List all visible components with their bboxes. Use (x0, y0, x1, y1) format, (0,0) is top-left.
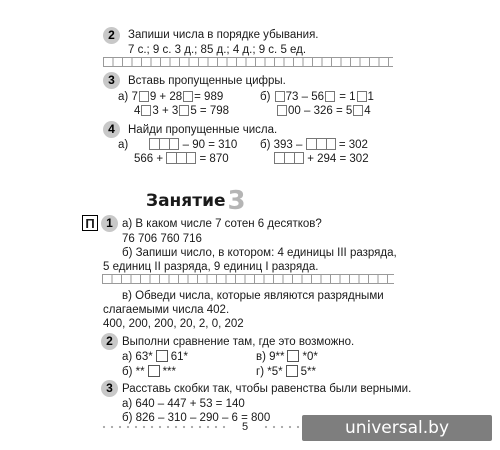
item-label: а) (118, 91, 129, 103)
task-number-badge: 1 (101, 215, 118, 232)
equation-b: б) 826 – 310 – 290 – 6 = 800 (122, 412, 271, 424)
equation-a: а) 640 – 447 + 53 = 140 (122, 398, 245, 410)
comparison-box[interactable] (156, 350, 168, 362)
digit-box[interactable] (275, 91, 285, 102)
task-title: Расставь скобки так, чтобы равенства были верными. (122, 383, 412, 395)
task-number-badge: 4 (103, 121, 120, 138)
comparison-v: в) 9** *0* (256, 351, 318, 363)
task-title: Найди пропущенные числа. (128, 124, 278, 136)
equation-a2: 4 3 + 3 5 = 798 (134, 105, 230, 117)
task-text: а) В каком числе 7 сотен 6 десятков? (122, 218, 322, 230)
watermark: universal.by (302, 415, 492, 441)
footer-dots-left (100, 425, 228, 429)
equation-b1: б) 73 – 56 = 1 1 (260, 91, 374, 103)
task-number-badge: 3 (103, 72, 120, 89)
task-values: 7 с.; 9 с. 3 д.; 85 д.; 4 д.; 9 с. 5 ед. (128, 44, 307, 56)
number-box[interactable] (166, 152, 196, 164)
comparison-box[interactable] (287, 350, 299, 362)
number-options: 400, 200, 200, 20, 2, 0, 202 (103, 318, 244, 330)
digit-box[interactable] (353, 105, 363, 116)
task-text: 5 единиц II разряда, 9 единиц I разряда. (103, 261, 319, 273)
comparison-g: г) *5* 5** (256, 366, 316, 378)
item-label: б) (260, 91, 271, 103)
page-number: 5 (242, 421, 249, 433)
comparison-box[interactable] (148, 365, 160, 377)
writing-grid[interactable] (103, 57, 393, 67)
footer-dots-right (262, 425, 302, 429)
digit-box[interactable] (277, 105, 287, 116)
comparison-box[interactable] (286, 365, 298, 377)
task-text: б) Запиши число, в котором: 4 единицы III разряда, (122, 247, 397, 259)
digit-box[interactable] (179, 105, 189, 116)
difficulty-mark-icon: П (82, 215, 98, 231)
lesson-number: 3 (227, 186, 246, 216)
number-box[interactable] (149, 138, 179, 150)
equation-a2: 566 + = 870 (134, 153, 229, 165)
task-number-badge: 2 (103, 27, 120, 44)
task-text: слагаемыми числа 402. (103, 304, 230, 316)
digit-box[interactable] (325, 91, 335, 102)
task-number-badge: 3 (101, 380, 118, 397)
comparison-b: б) ** *** (122, 366, 176, 378)
digit-box[interactable] (139, 91, 149, 102)
equation-b2: 00 – 326 = 5 4 (276, 104, 371, 118)
digit-box[interactable] (141, 105, 151, 116)
task-title: Вставь пропущенные цифры. (128, 75, 286, 87)
task-title: Выполни сравнение там, где это возможно. (122, 336, 355, 348)
writing-grid[interactable] (102, 274, 394, 284)
task-text: в) Обведи числа, которые являются разрядными (122, 290, 384, 302)
task-title: Запиши числа в порядке убывания. (128, 29, 319, 41)
equation-b1: б) 393 – = 302 (260, 139, 368, 151)
digit-box[interactable] (357, 91, 367, 102)
number-box[interactable] (274, 152, 304, 164)
equation-a1: а) – 90 = 310 (118, 139, 238, 151)
number-options: 76 706 760 716 (122, 233, 202, 245)
lesson-title: Занятие3 (146, 186, 246, 216)
number-box[interactable] (306, 138, 336, 150)
digit-box[interactable] (183, 91, 193, 102)
item-label: а) (118, 139, 129, 151)
equation-a1: а) 7 9 + 28 = 989 (118, 91, 224, 103)
equation-b2: + 294 = 302 (274, 152, 369, 166)
comparison-a: а) 63* 61* (122, 351, 188, 363)
task-number-badge: 2 (101, 333, 118, 350)
item-label: б) (260, 139, 271, 151)
